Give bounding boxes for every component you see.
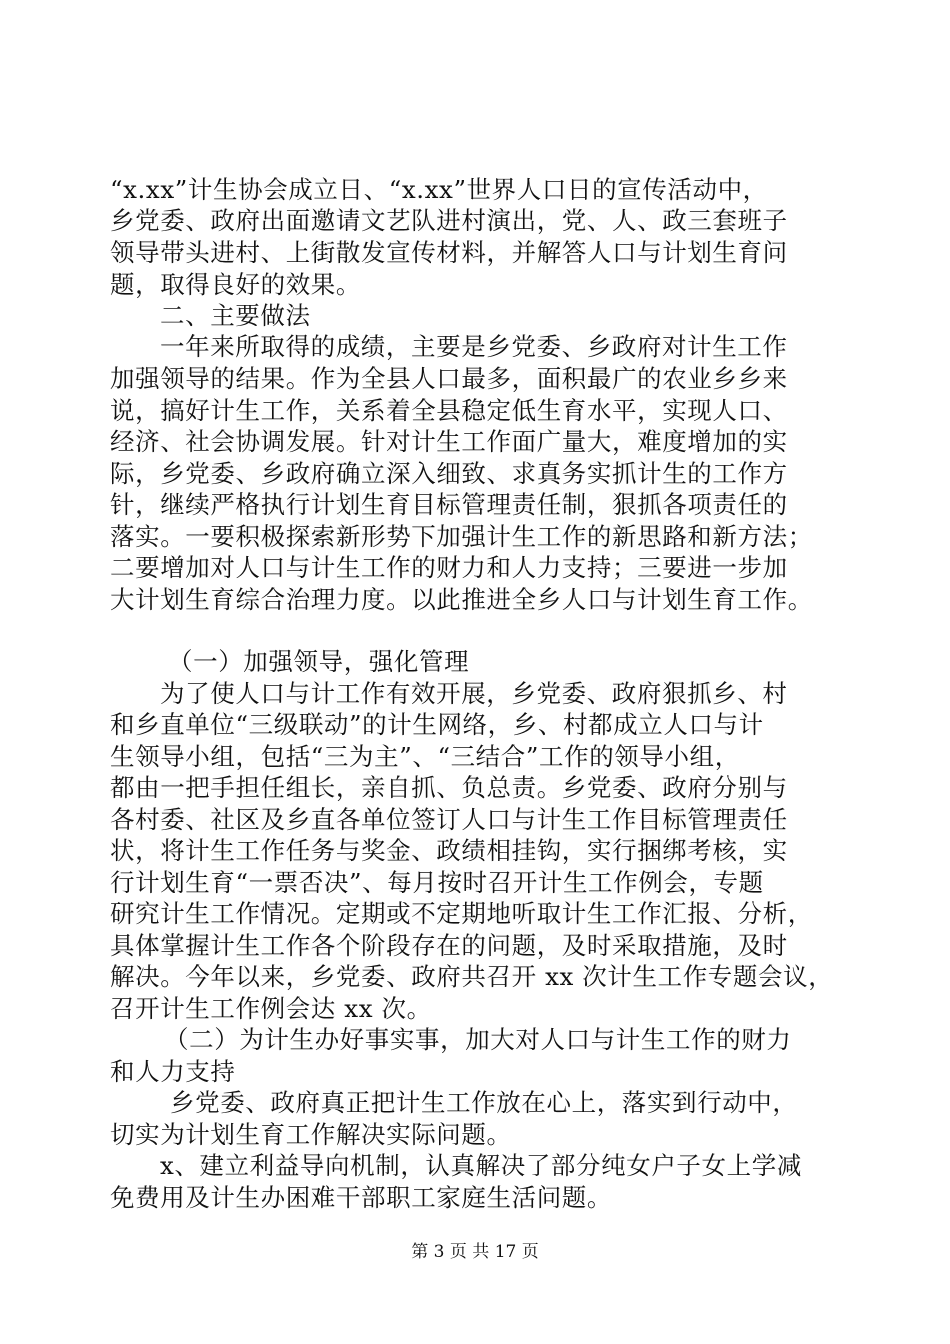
text-line: 解决。今年以来，乡党委、政府共召开 xx 次计生工作专题会议， [110, 962, 834, 991]
text-line: 生领导小组，包括“三为主”、“三结合”工作的领导小组， [110, 742, 740, 771]
text-line: 都由一把手担任组长，亲自抓、负总责。乡党委、政府分别与 [110, 773, 788, 802]
text-line: 乡党委、政府真正把计生工作放在心上，落实到行动中， [170, 1088, 798, 1117]
subsection-heading: （二）为计生办好事实事，加大对人口与计生工作的财力 [164, 1025, 792, 1054]
text-line: 状，将计生工作任务与奖金、政绩相挂钩，实行捆绑考核，实 [110, 836, 788, 865]
text-line: 切实为计划生育工作解决实际问题。 [110, 1120, 512, 1149]
page-number-footer: 第 3 页 共 17 页 [411, 1242, 539, 1262]
text-line: 具体掌握计生工作各个阶段存在的问题，及时采取措施，及时 [110, 931, 788, 960]
text-line: 加强领导的结果。作为全县人口最多，面积最广的农业乡乡来 [110, 364, 788, 393]
text-line: 针，继续严格执行计划生育目标管理责任制，狠抓各项责任的 [110, 490, 788, 519]
subsection-heading: （一）加强领导，强化管理 [168, 647, 470, 676]
text-line: 经济、社会协调发展。针对计生工作面广量大，难度增加的实 [110, 427, 788, 456]
text-line: “x.xx”计生协会成立日、“x.xx”世界人口日的宣传活动中， [110, 175, 768, 204]
text-line: 说，搞好计生工作，关系着全县稳定低生育水平，实现人口、 [110, 396, 788, 425]
text-line: 免费用及计生办困难干部职工家庭生活问题。 [110, 1183, 612, 1212]
text-line: 题，取得良好的效果。 [110, 270, 361, 299]
text-line: 际，乡党委、乡政府确立深入细致、求真务实抓计生的工作方 [110, 459, 788, 488]
text-line: 各村委、社区及乡直各单位签订人口与计生工作目标管理责任 [110, 805, 788, 834]
section-heading: 二、主要做法 [160, 301, 311, 330]
text-line: 大计划生育综合治理力度。以此推进全乡人口与计划生育工作。 [110, 585, 813, 614]
text-line: 和乡直单位“三级联动”的计生网络，乡、村都成立人口与计 [110, 710, 764, 739]
text-line: x、建立利益导向机制，认真解决了部分纯女户子女上学减 [160, 1151, 802, 1180]
text-line: 乡党委、政府出面邀请文艺队进村演出，党、人、政三套班子 [110, 206, 788, 235]
text-line: 一年来所取得的成绩，主要是乡党委、乡政府对计生工作 [160, 332, 788, 361]
text-line: 召开计生工作例会达 xx 次。 [110, 994, 432, 1023]
text-line: 行计划生育“一票否决”、每月按时召开计生工作例会，专题 [110, 868, 764, 897]
text-line: 领导带头进村、上街散发宣传材料，并解答人口与计划生育问 [110, 238, 788, 267]
text-line: 为了使人口与计工作有效开展，乡党委、政府狠抓乡、村 [160, 679, 788, 708]
text-line: 落实。一要积极探索新形势下加强计生工作的新思路和新方法； [110, 522, 813, 551]
text-line: 和人力支持 [110, 1057, 236, 1086]
text-line: 二要增加对人口与计生工作的财力和人力支持；三要进一步加 [110, 553, 788, 582]
text-line: 研究计生工作情况。定期或不定期地听取计生工作汇报、分析， [110, 899, 813, 928]
